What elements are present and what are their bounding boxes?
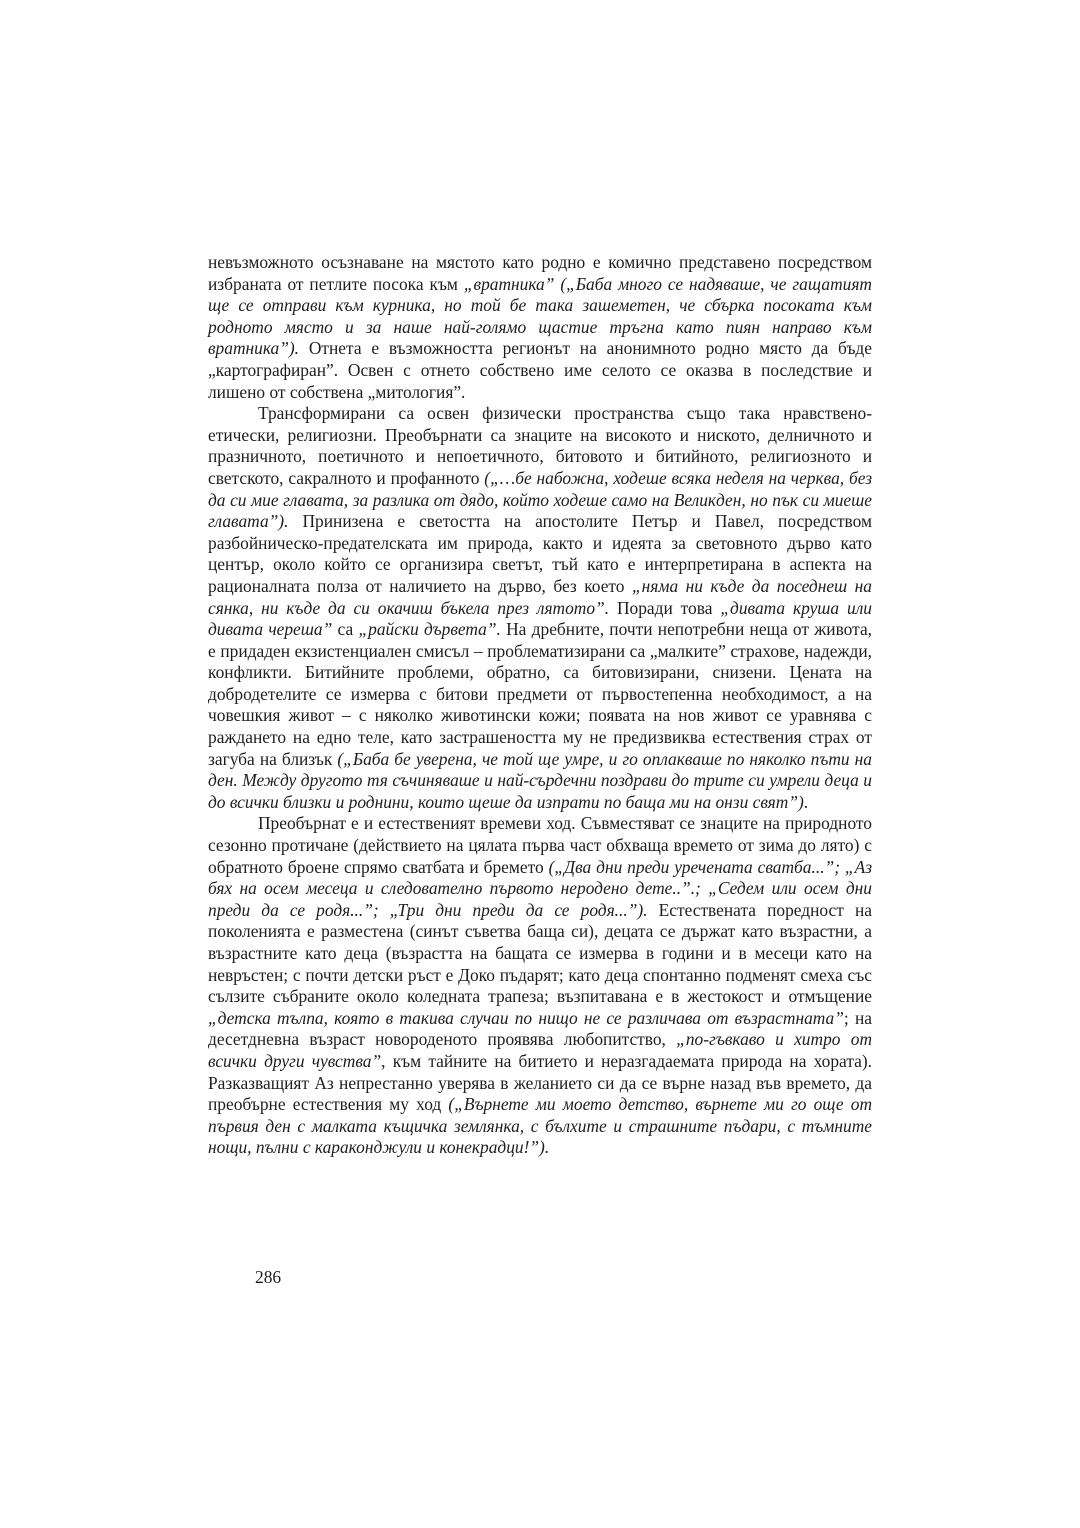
quotation-italic: „вратника” („Баба много се надяваше, че гащатият ще се отправи към курника, но той бе така зашеметен, че сбърка посоката към родното място и за наше най-голямо щастие тръгна като пиян направо към вратника”). xyxy=(208,273,872,359)
paragraph-1 xyxy=(208,252,872,403)
text-run: са xyxy=(332,619,359,640)
quotation-italic: („Два дни преди уречената сватба...”; „Аз бях на осем месеца и следователно първото нероденo дете..”.; „Седем или осем дни преди да се родя...”; „Три дни преди да се родя...”). xyxy=(208,856,872,920)
paragraph-3 xyxy=(208,813,872,1159)
paragraph-2 xyxy=(208,403,872,813)
quotation-italic: „детска тълпа, която в такива случаи по нищо не се различава от възрастната” xyxy=(208,1007,844,1028)
quotation-italic: „дивата круша или дивата череша” xyxy=(208,597,872,640)
text-run: На дребните, почти непотребни неща от живота, е придаден екзистенциален смисъл – проблематизирани са „малките” страхове, надежди, конфликти. Битийните проблеми, обратно, са битовизирани, снизени. Цената на добродетелите се измерва с битови предмети от първостепенна необходимост, а на човешкия живот – с няколко животински кожи; появата на нов живот се уравнява с раждането на едно теле, като застрашеността му не предизвиква естествения страх от загуба на близък xyxy=(208,619,873,769)
text-run: , към тайните на битието и неразгадаемата природа на хората). Разказващият Аз непрестанно уверява в желанието си да се върне назад във времето, да преобърне естествения му ход xyxy=(208,1050,872,1115)
text-run: Поради това xyxy=(609,597,721,618)
quotation-italic: („…бе набожна, ходеше всяка неделя на черква, без да си мие главата, за разлика от дядо, който ходеше само на Великден, но пък си миеше главата”). xyxy=(208,467,873,532)
quotation-italic: „райски дървета”. xyxy=(358,619,501,640)
text-run: . xyxy=(803,791,809,812)
text-run: Трансформирани са освен физически пространства също така нравствено-етически, религиозни. Преобърнати са знаците на високото и ниското, делничното и празничното, поетичното и непоетичното, битовото и битийното, религиозното и светското, сакралното и профанното xyxy=(208,403,872,488)
text-run: Естествената поредност на поколенията е разместена (синът съветва баща си), децата се държат като възрастни, а възрастните като деца (възрастта на бащата се измерва в години и в месеци като на невръстен; с почти детски ръст е Доко пъдарят; като деца спонтанно подменят смеха със сълзите събраните около коледната трапеза; възпитавана е в жестокост и отмъщение xyxy=(208,899,872,1007)
quotation-italic: („Върнете ми моето детство, върнете ми го още от първия ден с малката къщичка землянка, с бълхите и страшните пъдари, с тъмните нощи, пълни с караконджули и конекрадци!”). xyxy=(208,1094,873,1158)
text-run: Отнета е възможността регионът на анонимното родно място да бъде „картографиран”. Освен с отнето собствено име селото се оказва в последствие и лишено от собствена „митология”. xyxy=(208,338,872,402)
text-run: невъзможното осъзнаване на мястото като родно е комично представено посредством избраната от петлите посока към xyxy=(208,252,872,294)
quotation-italic: „няма ни къде да поседнеш на сянка, ни къде да си окачиш бъкела през лятото”. xyxy=(208,575,872,618)
page-number: 286 xyxy=(255,1267,282,1287)
text-run: Принизена е светостта на апостолите Петър и Павел, посредством разбойническо-предателската им природа, както и идеята за световното дърво като център, около който се организира светът, тъй като е интерпретирана в аспекта на рационалната полза от наличието на дърво, без което xyxy=(208,511,872,596)
text-run: ; на десетдневна възраст новороденото проявява любопитство, xyxy=(208,1007,872,1050)
text-run: Преобърнат е и естественият времеви ход. Съвместяват се знаците на природното сезонно протичане (действието на цялата първа част обхваща времето от зима до лято) с обратното броене спрямо сватбата и бремето xyxy=(208,813,872,877)
quotation-italic: („Баба бе уверена, че той ще умре, и го оплакваше по няколко пъти на ден. Между другото тя съчиняваше и най-сърдечни поздрави до трите си умрели деца и до всички близки и роднини, които щеше да изпрати по баща ми на онзи свят”) xyxy=(208,748,872,812)
document-body xyxy=(208,252,872,1159)
quotation-italic: „по-гъвкаво и хитро от всички други чувства” xyxy=(208,1029,872,1071)
